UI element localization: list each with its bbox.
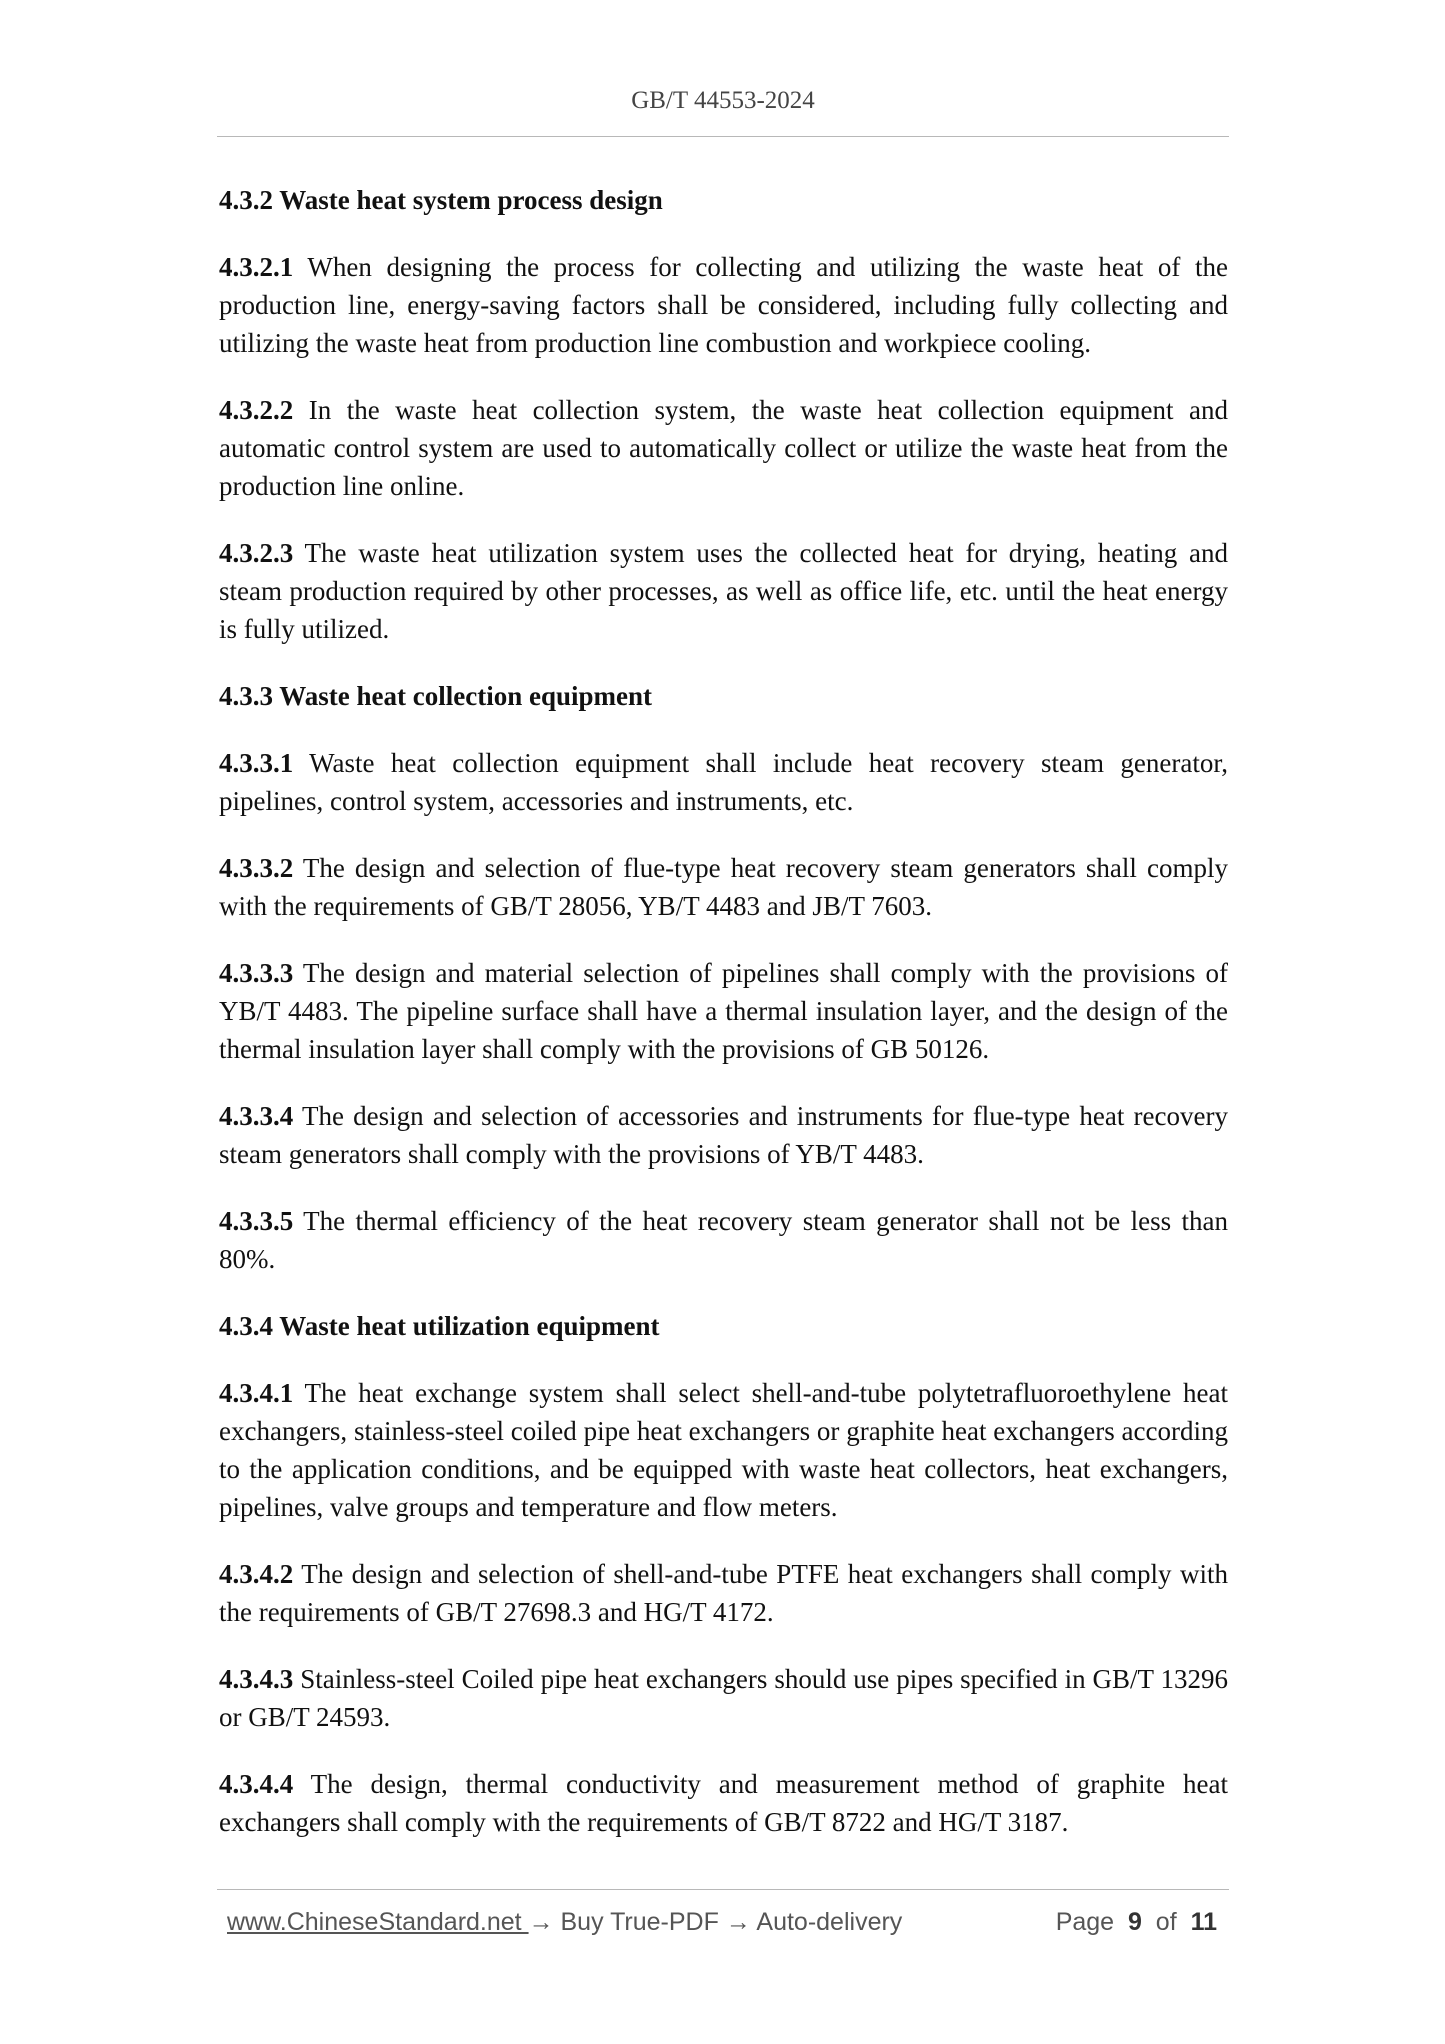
clause-number: 4.3.3.2 xyxy=(219,853,294,883)
footer-promo xyxy=(227,1906,902,1938)
clause-4-3-4-1 xyxy=(219,1374,1228,1526)
clause-text: Stainless-steel Coiled pipe heat exchangers should use pipes specified in GB/T 13296 or GB/T 24593. xyxy=(219,1664,1228,1732)
page-indicator xyxy=(1056,1906,1217,1938)
clause-text: The design and selection of flue-type heat recovery steam generators shall comply with the requirements of GB/T 28056, YB/T 4483 and JB/T 7603. xyxy=(219,853,1228,921)
clause-text: Waste heat collection equipment shall include heat recovery steam generator, pipelines, control system, accessories and instruments, etc. xyxy=(219,748,1228,816)
page-number: 9 xyxy=(1127,1908,1142,1936)
clause-text: When designing the process for collecting and utilizing the waste heat of the production line, energy-saving factors shall be considered, including fully collecting and utilizing the waste heat from production line combustion and workpiece cooling. xyxy=(219,252,1228,358)
clause-4-3-4-2 xyxy=(219,1555,1228,1631)
buy-text: Buy True-PDF xyxy=(553,1908,726,1936)
clause-text: In the waste heat collection system, the waste heat collection equipment and automatic control system are used to automatically collect or utilize the waste heat from the production line online. xyxy=(219,395,1228,501)
clause-number: 4.3.4.4 xyxy=(219,1769,294,1799)
clause-4-3-3-5 xyxy=(219,1202,1228,1278)
arrow-right-icon: → xyxy=(725,1908,751,1936)
clause-text: The waste heat utilization system uses the collected heat for drying, heating and steam production required by other processes, as well as office life, etc. until the heat energy is fully utilized. xyxy=(219,538,1228,644)
of-label: of xyxy=(1155,1908,1177,1936)
arrow-right-icon: → xyxy=(528,1908,554,1936)
page-label: Page xyxy=(1055,1908,1115,1936)
clause-number: 4.3.3.5 xyxy=(219,1206,294,1236)
clause-text: The design and material selection of pipelines shall comply with the provisions of YB/T 4483. The pipeline surface shall have a thermal insulation layer, and the design of the thermal insulation layer shall comply with the provisions of GB 50126. xyxy=(219,958,1228,1064)
clause-number: 4.3.4.3 xyxy=(219,1664,294,1694)
page-total: 11 xyxy=(1190,1908,1217,1936)
website-link[interactable]: www.ChineseStandard.net xyxy=(227,1908,529,1936)
clause-4-3-3-4 xyxy=(219,1097,1228,1173)
section-heading-4-3-2: 4.3.2 Waste heat system process design xyxy=(219,185,663,215)
section-heading-4-3-3: 4.3.3 Waste heat collection equipment xyxy=(219,681,652,711)
clause-4-3-3-3 xyxy=(219,954,1228,1068)
footer-divider xyxy=(217,1889,1229,1890)
delivery-text: Auto-delivery xyxy=(750,1908,903,1936)
clause-number: 4.3.2.1 xyxy=(219,252,294,282)
clause-4-3-2-1 xyxy=(219,248,1228,362)
clause-text: The design and selection of accessories and instruments for flue-type heat recovery steam generators shall comply with the provisions of YB/T 4483. xyxy=(219,1101,1228,1169)
clause-number: 4.3.3.4 xyxy=(219,1101,294,1131)
clause-4-3-4-3 xyxy=(219,1660,1228,1736)
clause-4-3-3-1 xyxy=(219,744,1228,820)
clause-number: 4.3.3.1 xyxy=(219,748,294,778)
clause-text: The heat exchange system shall select shell-and-tube polytetrafluoroethylene heat exchangers, stainless-steel coiled pipe heat exchangers or graphite heat exchangers according to the application conditions, and be equipped with waste heat collectors, heat exchangers, pipelines, valve groups and temperature and flow meters. xyxy=(219,1378,1228,1522)
clause-4-3-3-2 xyxy=(219,849,1228,925)
clause-number: 4.3.4.1 xyxy=(219,1378,294,1408)
clause-number: 4.3.3.3 xyxy=(219,958,294,988)
clause-text: The thermal efficiency of the heat recovery steam generator shall not be less than 80%. xyxy=(219,1206,1228,1274)
clause-4-3-2-3 xyxy=(219,534,1228,648)
clause-text: The design and selection of shell-and-tube PTFE heat exchangers shall comply with the requirements of GB/T 27698.3 and HG/T 4172. xyxy=(219,1559,1228,1627)
clause-4-3-4-4 xyxy=(219,1765,1228,1841)
clause-text: The design, thermal conductivity and measurement method of graphite heat exchangers shall comply with the requirements of GB/T 8722 and HG/T 3187. xyxy=(219,1769,1228,1837)
header-divider xyxy=(217,136,1229,137)
clause-4-3-2-2 xyxy=(219,391,1228,505)
section-heading-4-3-4: 4.3.4 Waste heat utilization equipment xyxy=(219,1311,660,1341)
clause-number: 4.3.2.2 xyxy=(219,395,294,425)
clause-number: 4.3.2.3 xyxy=(219,538,294,568)
document-body xyxy=(219,181,1228,1870)
clause-number: 4.3.4.2 xyxy=(219,1559,294,1589)
page-header: GB/T 44553-2024 xyxy=(631,87,815,114)
